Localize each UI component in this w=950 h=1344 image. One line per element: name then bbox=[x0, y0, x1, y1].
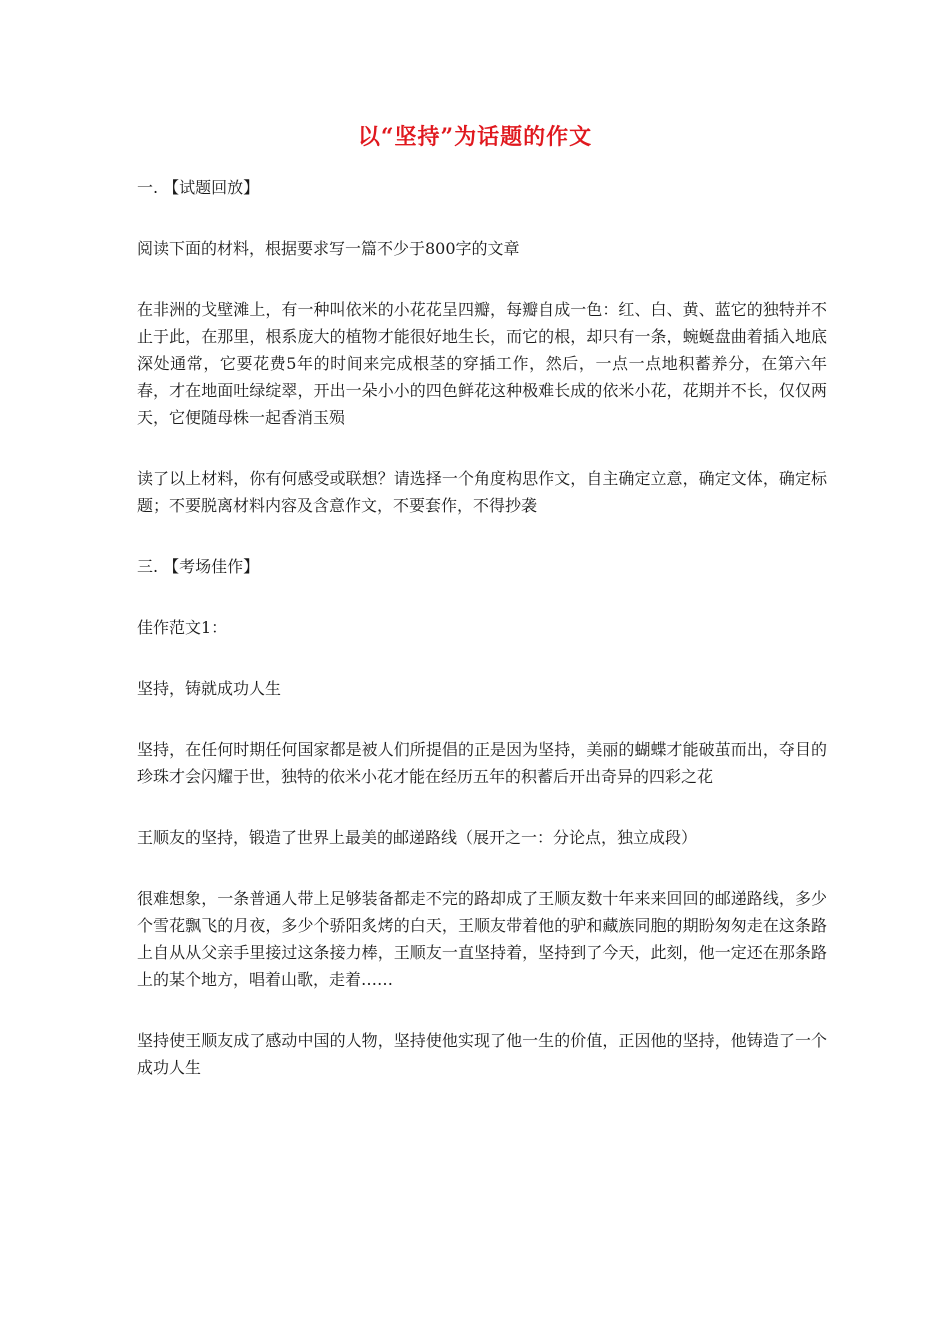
section-heading-exam-question: 一. 【试题回放】 bbox=[137, 178, 260, 197]
essay-paragraph: 很难想象，一条普通人带上足够装备都走不完的路却成了王顺友数十年来来回回的邮递路线，多少个雪花飘飞的月夜，多少个骄阳炙烤的白天，王顺友带着他的驴和藏族同胞的期盼匆匆走在这条路上自从从父亲手里接过这条接力棒，王顺友一直坚持着，坚持到了今天，此刻，他一定还在那条路上的某个地方，唱着山歌，走着…… bbox=[137, 889, 827, 989]
document-title: 以“坚持”为话题的作文 bbox=[357, 124, 593, 150]
essay-paragraph: 坚持使王顺友成了感动中国的人物，坚持使他实现了他一生的价值，正因他的坚持，他铸造了一个成功人生 bbox=[137, 1031, 827, 1077]
essay-title: 坚持，铸就成功人生 bbox=[137, 679, 282, 698]
essay-paragraph: 坚持，在任何时期任何国家都是被人们所提倡的正是因为坚持，美丽的蝴蝶才能破茧而出，夺目的珍珠才会闪耀于世，独特的依米小花才能在经历五年的积蓄后开出奇异的四彩之花 bbox=[137, 740, 827, 786]
essay-paragraph: 王顺友的坚持，锻造了世界上最美的邮递路线（展开之一：分论点，独立成段） bbox=[137, 828, 698, 847]
document-body bbox=[137, 174, 827, 1115]
instruction-paragraph: 阅读下面的材料，根据要求写一篇不少于800字的文章 bbox=[137, 239, 520, 258]
essay-label: 佳作范文1： bbox=[137, 618, 228, 637]
material-paragraph: 在非洲的戈壁滩上，有一种叫依米的小花花呈四瓣，每瓣自成一色：红、白、黄、蓝它的独特并不止于此，在那里，根系庞大的植物才能很好地生长，而它的根，却只有一条，蜿蜒盘曲着插入地底深处通常，它要花费5年的时间来完成根茎的穿插工作，然后，一点一点地积蓄养分，在第六年春，才在地面吐绿绽翠，开出一朵小小的四色鲜花这种极难长成的依米小花，花期并不长，仅仅两天，它便随母株一起香消玉殒 bbox=[137, 300, 827, 427]
requirements-paragraph: 读了以上材料，你有何感受或联想？请选择一个角度构思作文，自主确定立意，确定文体，确定标题；不要脱离材料内容及含意作文，不要套作，不得抄袭 bbox=[137, 469, 827, 515]
section-heading-model-essays: 三. 【考场佳作】 bbox=[137, 557, 260, 576]
